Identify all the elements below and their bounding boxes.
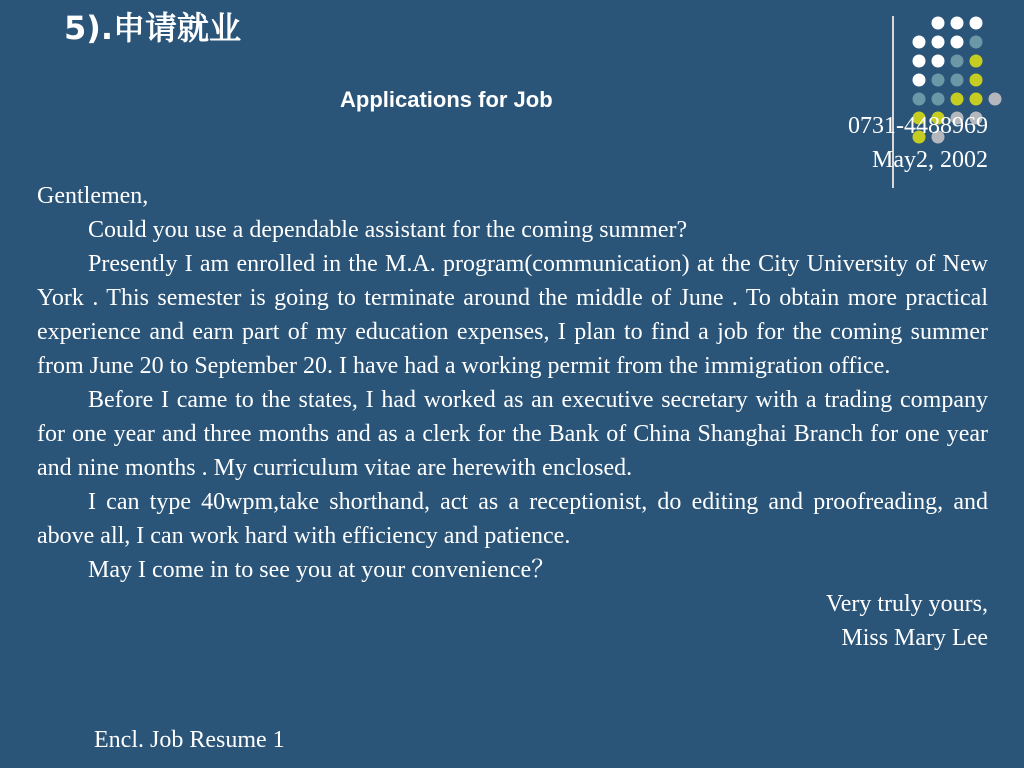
paragraph-question: Could you use a dependable assistant for the coming summer? [88,217,688,243]
decorative-dot [951,74,964,87]
decorative-dot [932,36,945,49]
decorative-dot [970,93,983,106]
decorative-dot [913,36,926,49]
phone-number: 0731-4488969 [848,113,988,139]
decorative-dot [932,74,945,87]
decorative-dot [970,74,983,87]
slide-subtitle: Applications for Job [340,87,553,112]
decorative-dot [951,36,964,49]
paragraph-experience: Before I came to the states, I had worked as an executive secretary with a trading company for one year and three months and as a clerk for the Bank of China Shanghai Branch for one year and nine months . My curriculum vitae are herewith enclosed. [37,387,988,481]
decorative-dot [913,74,926,87]
paragraph-request: May I come in to see you at your convenience？ [88,557,556,583]
decorative-dot [970,17,983,30]
decorative-dot [932,93,945,106]
decorative-dot [913,93,926,106]
decorative-dot [951,55,964,68]
paragraph-skills: I can type 40wpm,take shorthand, act as a receptionist, do editing and proofreading, and above all, I can work hard with efficiency and patience. [37,489,988,549]
decorative-dot [951,93,964,106]
decorative-dot [932,55,945,68]
decorative-dot [970,55,983,68]
enclosure-note: Encl. Job Resume 1 [94,727,285,753]
closing: Very truly yours, [826,591,988,617]
letter-body [37,179,988,655]
decorative-dot [989,93,1002,106]
slide-title: 5).申请就业 [64,9,242,47]
decorative-dot [932,17,945,30]
decorative-dot [951,17,964,30]
salutation: Gentlemen, [37,183,149,209]
decorative-dot [913,55,926,68]
signature-name: Miss Mary Lee [841,625,988,651]
paragraph-enrollment: Presently I am enrolled in the M.A. program(communication) at the City University of New York . This semester is going to terminate around the middle of June . To obtain more practical experience and earn part of my education expenses, I plan to find a job for the coming summer from June 20 to September 20. I have had a working permit from the immigration office. [37,251,988,379]
letter-date: May2, 2002 [872,147,988,173]
decorative-dot [970,36,983,49]
